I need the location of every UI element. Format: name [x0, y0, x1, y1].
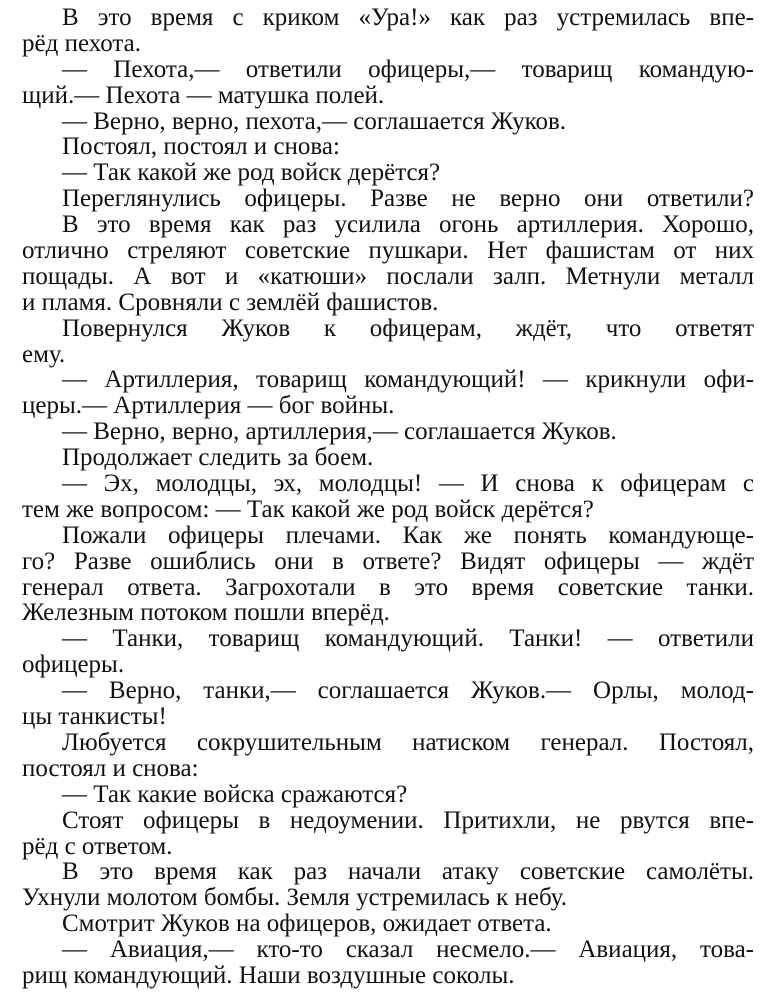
- text-line: церы.— Артиллерия — бог войны.: [22, 392, 395, 420]
- text-line: Стоят офицеры в недоумении. Притихли, не рвутся впе-: [62, 807, 754, 834]
- text-line: го? Разве ошиблись они в ответе? Видят офицеры — ждёт: [22, 548, 754, 575]
- text-line: ему.: [22, 340, 66, 368]
- text-line: — Пехота,— ответили офицеры,— товарищ командую-: [62, 56, 754, 83]
- text-line: — Так какой же род войск дерётся?: [62, 159, 441, 187]
- text-line: рёд пехота.: [22, 29, 142, 57]
- text-line: Ухнули молотом бомбы. Земля устремилась к небу.: [22, 884, 567, 912]
- text-line: — Верно, верно, артиллерия,— соглашается Жуков.: [62, 418, 617, 446]
- text-line: Переглянулись офицеры. Разве не верно они ответили?: [62, 186, 754, 213]
- text-line: Железным потоком пошли вперёд.: [22, 599, 390, 627]
- text-line: Постоял, постоял и снова:: [62, 133, 340, 161]
- text-line: Любуется сокрушительным натиском генерал. Постоял,: [62, 729, 754, 756]
- text-line: В это время как раз усилила огонь артиллерия. Хорошо,: [62, 212, 754, 239]
- text-line: генерал ответа. Загрохотали в это время советские танки.: [22, 574, 754, 601]
- text-line: — Верно, верно, пехота,— соглашается Жуков.: [62, 107, 567, 135]
- text-line: В это время как раз начали атаку советские самолёты.: [62, 859, 754, 886]
- text-line: Смотрит Жуков на офицеров, ожидает ответа.: [62, 910, 552, 938]
- text-line: Продолжает следить за боем.: [62, 444, 374, 472]
- text-line: — Так какие войска сражаются?: [62, 780, 408, 808]
- text-line: цы танкисты!: [22, 703, 167, 731]
- book-page-text: [22, 5, 754, 989]
- text-line: — Эх, молодцы, эх, молодцы! — И снова к офицерам с: [62, 471, 754, 497]
- text-line: — Авиация,— кто-то сказал несмело.— Авиация, това-: [62, 937, 754, 963]
- text-line: отлично стреляют советские пушкари. Нет фашистам от них: [22, 238, 754, 264]
- text-line: постоял и снова:: [22, 754, 199, 782]
- text-line: — Верно, танки,— соглашается Жуков.— Орлы, молод-: [62, 678, 754, 705]
- text-line: рищ командующий. Наши воздушные соколы.: [22, 961, 515, 989]
- text-line: — Артиллерия, товарищ командующий! — крикнули офи-: [62, 367, 754, 394]
- text-line: Пожали офицеры плечами. Как же понять командующе-: [62, 522, 754, 549]
- text-line: пощады. А вот и «катюши» послали залп. Метнули металл: [22, 263, 754, 290]
- text-line: В это время с криком «Ура!» как раз устремилась впе-: [62, 5, 754, 31]
- text-line: рёд с ответом.: [22, 832, 173, 860]
- text-line: щий.— Пехота — матушка полей.: [22, 81, 385, 109]
- text-line: тем же вопросом: — Так какой же род войск дерётся?: [22, 495, 594, 523]
- text-line: офицеры.: [22, 651, 125, 679]
- text-line: Повернулся Жуков к офицерам, ждёт, что ответят: [62, 315, 754, 342]
- text-line: и пламя. Сровняли с землёй фашистов.: [22, 288, 439, 316]
- text-line: — Танки, товарищ командующий. Танки! — ответили: [62, 626, 754, 653]
